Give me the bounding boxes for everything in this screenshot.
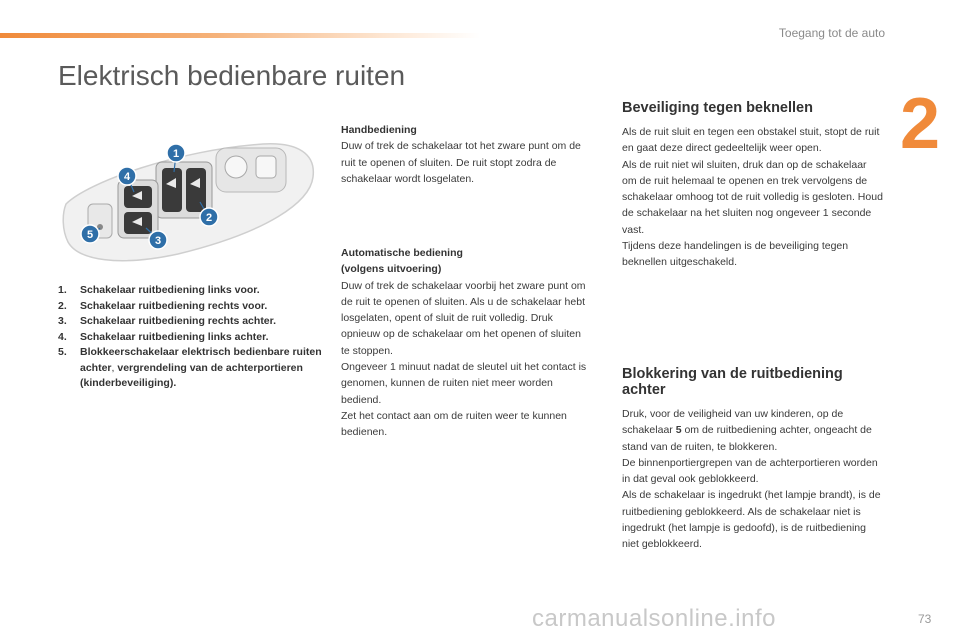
rear-switch-module <box>118 180 158 238</box>
svg-text:3: 3 <box>154 235 162 247</box>
antipinch-text-3: Tijdens deze handelingen is de beveiliging tegen beknellen uitgeschakeld. <box>622 240 849 269</box>
callout-1 <box>167 144 185 162</box>
automatic-text-2: Ongeveer 1 minuut nadat de sleutel uit het contact is genomen, kunnen de ruiten niet meer worden bediend. <box>341 361 587 406</box>
rear-lock-text-1: Druk, voor de veiligheid van uw kinderen, op de schakelaar 5 om de ruitbediening achter, ongeacht de stand van de ruiten, te blokkeren. <box>622 408 872 453</box>
automatic-text-3: Zet het contact aan om de ruiten weer te kunnen bedienen. <box>341 409 567 439</box>
legend-item: 1. Schakelaar ruitbediening links voor. <box>58 284 260 296</box>
header-accent-bar <box>0 33 480 38</box>
window-switch-illustration <box>58 132 328 272</box>
antipinch-section <box>622 100 884 271</box>
legend-item: 5. Blokkeerschakelaar elektrisch bedienbare ruiten achter, vergrendeling van de achterportieren (kinderbeveiliging). <box>58 346 322 389</box>
section-header: Toegang tot de auto <box>778 26 885 40</box>
legend-item: 2. Schakelaar ruitbediening rechts voor. <box>58 299 268 312</box>
chapter-number: 2 <box>900 84 941 164</box>
manual-text: Duw of trek de schakelaar tot het zware punt om de ruit te openen of sluiten. De ruit stopt zodra de schakelaar wordt losgelaten. <box>341 140 581 185</box>
svg-text:1: 1 <box>172 148 180 160</box>
svg-text:5: 5 <box>86 229 94 241</box>
manual-operation-section <box>341 122 591 187</box>
svg-text:4: 4 <box>123 171 131 183</box>
page-number: 73 <box>918 612 932 626</box>
antipinch-text-1: Als de ruit sluit en tegen een obstakel stuit, stopt de ruit en gaat deze direct gedeeltelijk weer open. <box>622 126 880 155</box>
callout-3 <box>149 231 167 249</box>
callout-2 <box>200 208 218 226</box>
rear-lock-text-3: Als de schakelaar is ingedrukt (het lampje brandt), is de ruitbediening geblokkeerd. Als de schakelaar niet is ingedrukt (het lampje is gedoofd), is de ruitbediening niet geblokkeerd. <box>622 489 881 551</box>
automatic-text-1: Duw of trek de schakelaar voorbij het zware punt om de ruit te openen of sluiten. Als u de schakelaar hebt losgelaten, opent of sluit de ruit volledig. Druk opnieuw op de schakelaar om het openen of sluiten te stoppen. <box>341 279 586 357</box>
legend-item: 3. Schakelaar ruitbediening rechts achter. <box>58 315 277 327</box>
svg-text:2: 2 <box>205 212 213 224</box>
callout-4 <box>118 167 136 185</box>
automatic-subheading: (volgens uitvoering) <box>341 263 442 276</box>
antipinch-text-2: Als de ruit niet wil sluiten, druk dan op de schakelaar om de ruit helemaal te openen en trek vervolgens de schakelaar omhoog tot de ruit volledig is gesloten. Houd de schakelaar na het sluiten nog ongeveer 1 seconde vast. <box>622 158 883 236</box>
legend-item: 4. Schakelaar ruitbediening links achter. <box>58 330 269 343</box>
callout-5 <box>81 225 99 243</box>
antipinch-heading: Beveiliging tegen beknellen <box>622 100 813 116</box>
rear-lock-text-2: De binnenportiergrepen van de achterportieren worden in dat geval ook geblokkeerd. <box>622 456 878 486</box>
mirror-control <box>216 148 286 192</box>
legend-list <box>58 283 328 392</box>
watermark: carmanualsonline.info <box>532 605 776 632</box>
automatic-operation-section <box>341 245 591 441</box>
page-title: Elektrisch bedienbare ruiten <box>58 60 406 91</box>
rear-lock-section <box>622 366 884 553</box>
rear-lock-heading: Blokkering van de ruitbediening achter <box>622 366 843 398</box>
manual-heading: Handbediening <box>341 124 417 136</box>
automatic-heading: Automatische bediening <box>341 247 463 259</box>
